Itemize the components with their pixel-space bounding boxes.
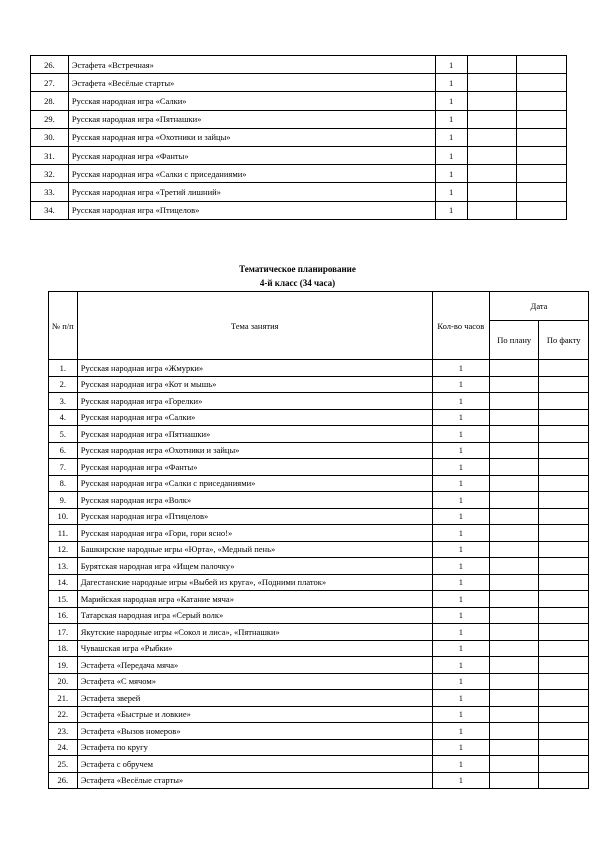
row-topic: Русская народная игра «Гори, гори ясно!» [77, 525, 432, 542]
row-hours: 1 [432, 756, 489, 773]
table-row [31, 165, 567, 183]
row-date-fact [539, 360, 589, 377]
row-date-plan [489, 442, 538, 459]
row-date-fact [539, 673, 589, 690]
row-number: 3. [49, 393, 78, 410]
row-hours: 1 [435, 128, 467, 146]
table-row [49, 739, 589, 756]
header-plan: По плану [489, 321, 538, 360]
table-row [49, 508, 589, 525]
row-date-plan [489, 409, 538, 426]
row-hours: 1 [432, 591, 489, 608]
table-row [31, 201, 567, 219]
row-date-fact [539, 574, 589, 591]
row-hours: 1 [435, 110, 467, 128]
row-date-fact [517, 146, 567, 164]
row-hours: 1 [435, 74, 467, 92]
table-row [49, 393, 589, 410]
row-date-plan [489, 393, 538, 410]
row-date-plan [489, 376, 538, 393]
row-number: 28. [31, 92, 69, 110]
row-number: 17. [49, 624, 78, 641]
row-date-fact [517, 74, 567, 92]
row-topic: Русская народная игра «Кот и мышь» [77, 376, 432, 393]
table-row [49, 376, 589, 393]
row-hours: 1 [435, 165, 467, 183]
row-date-plan [489, 541, 538, 558]
table-row [31, 128, 567, 146]
header-num: № п/п [49, 292, 78, 360]
row-topic: Чувашская игра «Рыбки» [77, 640, 432, 657]
row-hours: 1 [432, 376, 489, 393]
row-date-plan [489, 475, 538, 492]
row-number: 24. [49, 739, 78, 756]
table-row [49, 459, 589, 476]
table-row [31, 56, 567, 74]
row-topic: Эстафета «Встречная» [68, 56, 435, 74]
section-heading: Тематическое планирование [239, 264, 356, 274]
row-date-plan [489, 657, 538, 674]
table-row [49, 525, 589, 542]
row-number: 18. [49, 640, 78, 657]
table-row [49, 624, 589, 641]
row-date-plan [467, 74, 517, 92]
row-topic: Эстафета «Быстрые и ловкие» [77, 706, 432, 723]
row-date-plan [489, 723, 538, 740]
row-number: 21. [49, 690, 78, 707]
row-number: 23. [49, 723, 78, 740]
row-hours: 1 [432, 739, 489, 756]
row-date-plan [489, 673, 538, 690]
row-topic: Русская народная игра «Горелки» [77, 393, 432, 410]
table-row [31, 92, 567, 110]
row-topic: Бурятская народная игра «Ищем палочку» [77, 558, 432, 575]
row-number: 29. [31, 110, 69, 128]
row-date-fact [539, 541, 589, 558]
row-number: 19. [49, 657, 78, 674]
row-date-plan [489, 525, 538, 542]
row-date-fact [539, 690, 589, 707]
row-date-fact [539, 409, 589, 426]
row-date-plan [467, 183, 517, 201]
table-row [49, 574, 589, 591]
row-date-plan [489, 508, 538, 525]
row-topic: Русская народная игра «Салки» [68, 92, 435, 110]
table-row [49, 426, 589, 443]
row-date-fact [517, 165, 567, 183]
row-topic: Русская народная игра «Птицелов» [77, 508, 432, 525]
row-date-plan [467, 201, 517, 219]
row-number: 15. [49, 591, 78, 608]
row-date-fact [539, 475, 589, 492]
row-date-fact [517, 56, 567, 74]
table-row [49, 657, 589, 674]
row-date-fact [539, 640, 589, 657]
row-number: 20. [49, 673, 78, 690]
row-number: 27. [31, 74, 69, 92]
row-topic: Эстафета с обручем [77, 756, 432, 773]
row-topic: Русская народная игра «Пятнашки» [68, 110, 435, 128]
row-topic: Эстафета зверей [77, 690, 432, 707]
row-hours: 1 [432, 657, 489, 674]
row-date-fact [517, 201, 567, 219]
row-topic: Эстафета «Весёлые старты» [68, 74, 435, 92]
row-date-fact [539, 607, 589, 624]
row-hours: 1 [432, 409, 489, 426]
row-number: 34. [31, 201, 69, 219]
row-date-fact [517, 110, 567, 128]
row-hours: 1 [432, 475, 489, 492]
table-row [49, 607, 589, 624]
table-main [48, 291, 589, 789]
row-number: 12. [49, 541, 78, 558]
row-date-fact [539, 624, 589, 641]
table-row [49, 640, 589, 657]
row-number: 33. [31, 183, 69, 201]
row-number: 6. [49, 442, 78, 459]
row-date-fact [539, 492, 589, 509]
row-hours: 1 [432, 442, 489, 459]
row-topic: Татарская народная игра «Серый волк» [77, 607, 432, 624]
row-number: 13. [49, 558, 78, 575]
row-number: 9. [49, 492, 78, 509]
row-date-plan [489, 739, 538, 756]
row-topic: Русская народная игра «Волк» [77, 492, 432, 509]
row-date-plan [489, 756, 538, 773]
row-date-plan [467, 56, 517, 74]
row-hours: 1 [432, 690, 489, 707]
row-topic: Марийская народная игра «Катание мяча» [77, 591, 432, 608]
row-topic: Эстафета «С мячом» [77, 673, 432, 690]
row-date-fact [539, 426, 589, 443]
table-row [49, 409, 589, 426]
row-number: 10. [49, 508, 78, 525]
row-hours: 1 [432, 607, 489, 624]
table-row [49, 475, 589, 492]
row-number: 22. [49, 706, 78, 723]
row-date-plan [489, 574, 538, 591]
header-topic: Тема занятия [77, 292, 432, 360]
row-date-plan [489, 558, 538, 575]
table-row [49, 541, 589, 558]
table-row [49, 558, 589, 575]
row-topic: Эстафета по кругу [77, 739, 432, 756]
row-number: 11. [49, 525, 78, 542]
row-topic: Русская народная игра «Фанты» [68, 146, 435, 164]
row-number: 26. [31, 56, 69, 74]
row-hours: 1 [435, 56, 467, 74]
row-hours: 1 [432, 459, 489, 476]
row-hours: 1 [432, 723, 489, 740]
row-date-plan [489, 772, 538, 789]
row-topic: Эстафета «Вызов номеров» [77, 723, 432, 740]
row-date-fact [539, 508, 589, 525]
row-date-plan [489, 591, 538, 608]
row-date-plan [489, 624, 538, 641]
row-date-fact [539, 393, 589, 410]
row-hours: 1 [432, 525, 489, 542]
row-date-fact [539, 723, 589, 740]
row-date-fact [539, 706, 589, 723]
row-topic: Башкирские народные игры «Юрта», «Медный пень» [77, 541, 432, 558]
row-number: 32. [31, 165, 69, 183]
row-number: 25. [49, 756, 78, 773]
row-hours: 1 [432, 624, 489, 641]
row-number: 16. [49, 607, 78, 624]
row-date-plan [489, 690, 538, 707]
row-date-fact [539, 442, 589, 459]
row-date-plan [489, 426, 538, 443]
row-topic: Эстафета «Передача мяча» [77, 657, 432, 674]
row-hours: 1 [432, 508, 489, 525]
row-number: 5. [49, 426, 78, 443]
row-date-plan [489, 706, 538, 723]
row-number: 8. [49, 475, 78, 492]
row-topic: Русская народная игра «Птицелов» [68, 201, 435, 219]
table-row [49, 360, 589, 377]
row-date-fact [539, 558, 589, 575]
row-hours: 1 [432, 426, 489, 443]
table-row [31, 183, 567, 201]
row-hours: 1 [432, 492, 489, 509]
row-topic: Русская народная игра «Жмурки» [77, 360, 432, 377]
row-date-fact [517, 128, 567, 146]
row-date-fact [539, 657, 589, 674]
row-topic: Эстафета «Весёлые старты» [77, 772, 432, 789]
row-number: 14. [49, 574, 78, 591]
row-hours: 1 [435, 201, 467, 219]
section-subheading: 4-й класс (34 часа) [259, 278, 336, 288]
row-date-fact [517, 92, 567, 110]
row-number: 1. [49, 360, 78, 377]
row-hours: 1 [432, 541, 489, 558]
row-date-fact [539, 772, 589, 789]
row-hours: 1 [435, 92, 467, 110]
row-date-plan [467, 110, 517, 128]
row-date-fact [517, 183, 567, 201]
row-topic: Русская народная игра «Салки с приседаниями» [77, 475, 432, 492]
row-hours: 1 [432, 640, 489, 657]
row-hours: 1 [432, 574, 489, 591]
table-row [31, 146, 567, 164]
row-date-plan [489, 607, 538, 624]
row-date-plan [467, 128, 517, 146]
row-number: 7. [49, 459, 78, 476]
row-hours: 1 [432, 393, 489, 410]
row-topic: Русская народная игра «Пятнашки» [77, 426, 432, 443]
row-hours: 1 [432, 558, 489, 575]
row-topic: Русская народная игра «Третий лишний» [68, 183, 435, 201]
row-topic: Русская народная игра «Охотники и зайцы» [77, 442, 432, 459]
table-row [49, 591, 589, 608]
row-date-plan [467, 146, 517, 164]
row-hours: 1 [432, 772, 489, 789]
table-row [31, 110, 567, 128]
row-date-plan [489, 459, 538, 476]
row-hours: 1 [435, 146, 467, 164]
row-hours: 1 [432, 673, 489, 690]
row-date-fact [539, 756, 589, 773]
row-date-plan [489, 640, 538, 657]
row-hours: 1 [432, 360, 489, 377]
header-fact: По факту [539, 321, 589, 360]
row-topic: Русская народная игра «Охотники и зайцы» [68, 128, 435, 146]
row-date-plan [467, 92, 517, 110]
header-hours: Кол-во часов [432, 292, 489, 360]
row-number: 31. [31, 146, 69, 164]
row-date-plan [489, 360, 538, 377]
row-date-plan [467, 165, 517, 183]
header-date: Дата [489, 292, 588, 321]
table-row [49, 492, 589, 509]
table-row [49, 673, 589, 690]
table-row [49, 706, 589, 723]
row-date-fact [539, 525, 589, 542]
row-topic: Якутские народные игры «Сокол и лиса», «Пятнашки» [77, 624, 432, 641]
row-number: 26. [49, 772, 78, 789]
row-topic: Русская народная игра «Фанты» [77, 459, 432, 476]
row-hours: 1 [432, 706, 489, 723]
table-row [49, 756, 589, 773]
row-topic: Дагестанские народные игры «Выбей из круга», «Подними платок» [77, 574, 432, 591]
table-row [49, 772, 589, 789]
row-topic: Русская народная игра «Салки» [77, 409, 432, 426]
row-number: 30. [31, 128, 69, 146]
table-row [49, 723, 589, 740]
row-topic: Русская народная игра «Салки с приседаниями» [68, 165, 435, 183]
row-date-fact [539, 739, 589, 756]
row-number: 4. [49, 409, 78, 426]
table-header-row [49, 292, 589, 321]
row-date-plan [489, 492, 538, 509]
row-date-fact [539, 459, 589, 476]
row-date-fact [539, 591, 589, 608]
table-row [49, 690, 589, 707]
table-top [30, 55, 567, 220]
row-number: 2. [49, 376, 78, 393]
table-row [49, 442, 589, 459]
table-row [31, 74, 567, 92]
row-date-fact [539, 376, 589, 393]
row-hours: 1 [435, 183, 467, 201]
